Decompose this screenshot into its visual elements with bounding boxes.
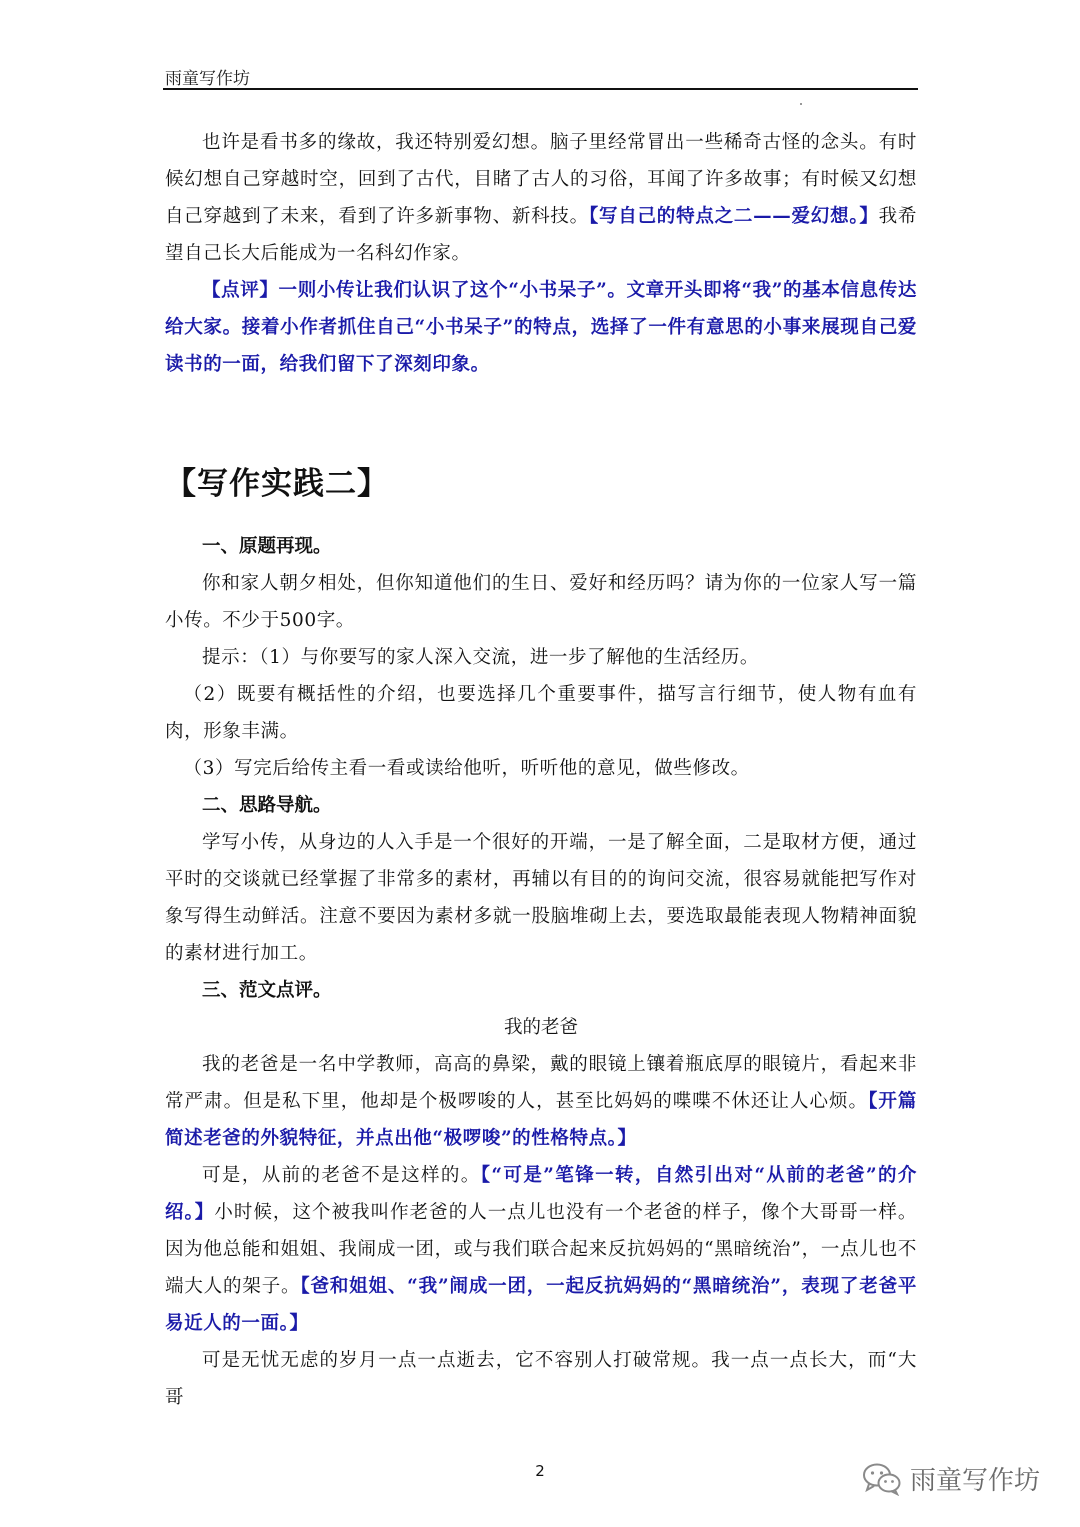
essay-paragraph-3: 可是无忧无虑的岁月一点一点逝去，它不容别人打破常规。我一点一点长大，而“大哥 — [165, 1350, 917, 1408]
essay-p2-note-2: 【爸和姐姐、“我”闹成一团，一起反抗妈妈的“黑暗统治”，表现了老爸平易近人的一面。】 — [165, 1276, 918, 1334]
section1-hint-3: （3）写完后给传主看一看或读给他听，听听他的意见，做些修改。 — [183, 758, 750, 779]
section1-hint-1: 提示：（1）与你要写的家人深入交流，进一步了解他的生活经历。 — [202, 647, 760, 668]
intro-paragraph-tail: 我希望自己长大后能成为一名科幻作家。 — [165, 206, 918, 264]
intro-comment: 【点评】一则小传让我们认识了这个“小书呆子”。文章开头即将“我”的基本信息传达给大家。接着小作者抓住自己“小书呆子”的特点，选择了一件有意思的小事来展现自己爱读书的一面，给我们留下了深刻印象。 — [165, 280, 917, 375]
intro-paragraph-note: 【写自己的特点之二——爱幻想。】 — [588, 206, 879, 227]
essay-title: 我的老爸 — [503, 1017, 578, 1038]
essay-paragraph-1 — [165, 1046, 917, 1157]
section1-hint-2: （2）既要有概括性的介绍，也要选择几个重要事件，描写言行细节，使人物有血有肉，形象丰满。 — [165, 684, 917, 742]
spacer — [165, 503, 917, 528]
section1-title: 一、原题再现。 — [202, 536, 332, 557]
essay-p2-b: 小时候，这个被我叫作老爸的人一点儿也没有一个老爸的样子，像个大哥哥一样。因为他总能和姐姐、我闹成一团，或与我们联合起来反抗妈妈的“黑暗统治”，一点儿也不端大人的架子。 — [165, 1202, 917, 1297]
page-number: 2 — [535, 1462, 545, 1480]
wechat-icon — [862, 1462, 902, 1496]
section1-prompt: 你和家人朝夕相处，但你知道他们的生日、爱好和经历吗？请为你的一位家人写一篇小传。不少于500字。 — [165, 573, 917, 631]
scan-dot — [800, 103, 802, 105]
watermark-text: 雨童写作坊 — [910, 1466, 1041, 1496]
page-content — [165, 124, 917, 1416]
essay-p2-note-1: 【“可是”笔锋一转，自然引出对“从前的老爸”的介绍。】 — [165, 1165, 918, 1223]
watermark — [862, 1460, 1040, 1497]
practice-heading: 【写作实践二】 — [165, 466, 389, 502]
essay-paragraph-2 — [165, 1157, 917, 1342]
header-title: 雨童写作坊 — [165, 69, 250, 89]
header-rule — [163, 88, 918, 90]
section3-title: 三、范文点评。 — [202, 980, 332, 1001]
essay-p1-note: 【开篇简述老爸的外貌特征，并点出他“极啰唆”的性格特点。】 — [165, 1091, 917, 1149]
essay-p1-text: 我的老爸是一名中学教师，高高的鼻梁，戴的眼镜上镶着瓶底厚的眼镜片，看起来非常严肃。但是私下里，他却是个极啰唆的人，甚至比妈妈的喋喋不休还让人心烦。 — [165, 1054, 917, 1112]
spacer — [165, 383, 917, 458]
intro-paragraph-text: 也许是看书多的缘故，我还特别爱幻想。脑子里经常冒出一些稀奇古怪的念头。有时候幻想自己穿越时空，回到了古代，目睹了古人的习俗，耳闻了许多故事；有时候又幻想自己穿越到了未来，看到了许多新事物、新科技。 — [165, 132, 917, 227]
intro-paragraph — [165, 124, 917, 272]
essay-p2-a: 可是，从前的老爸不是这样的。 — [202, 1165, 481, 1186]
section2-title: 二、思路导航。 — [202, 795, 332, 816]
section2-text: 学写小传，从身边的人入手是一个很好的开端，一是了解全面，二是取材方便，通过平时的交谈就已经掌握了非常多的素材，再辅以有目的的询问交流，很容易就能把写作对象写得生动鲜活。注意不要因为素材多就一股脑堆砌上去，要选取最能表现人物精神面貌的素材进行加工。 — [165, 832, 917, 964]
